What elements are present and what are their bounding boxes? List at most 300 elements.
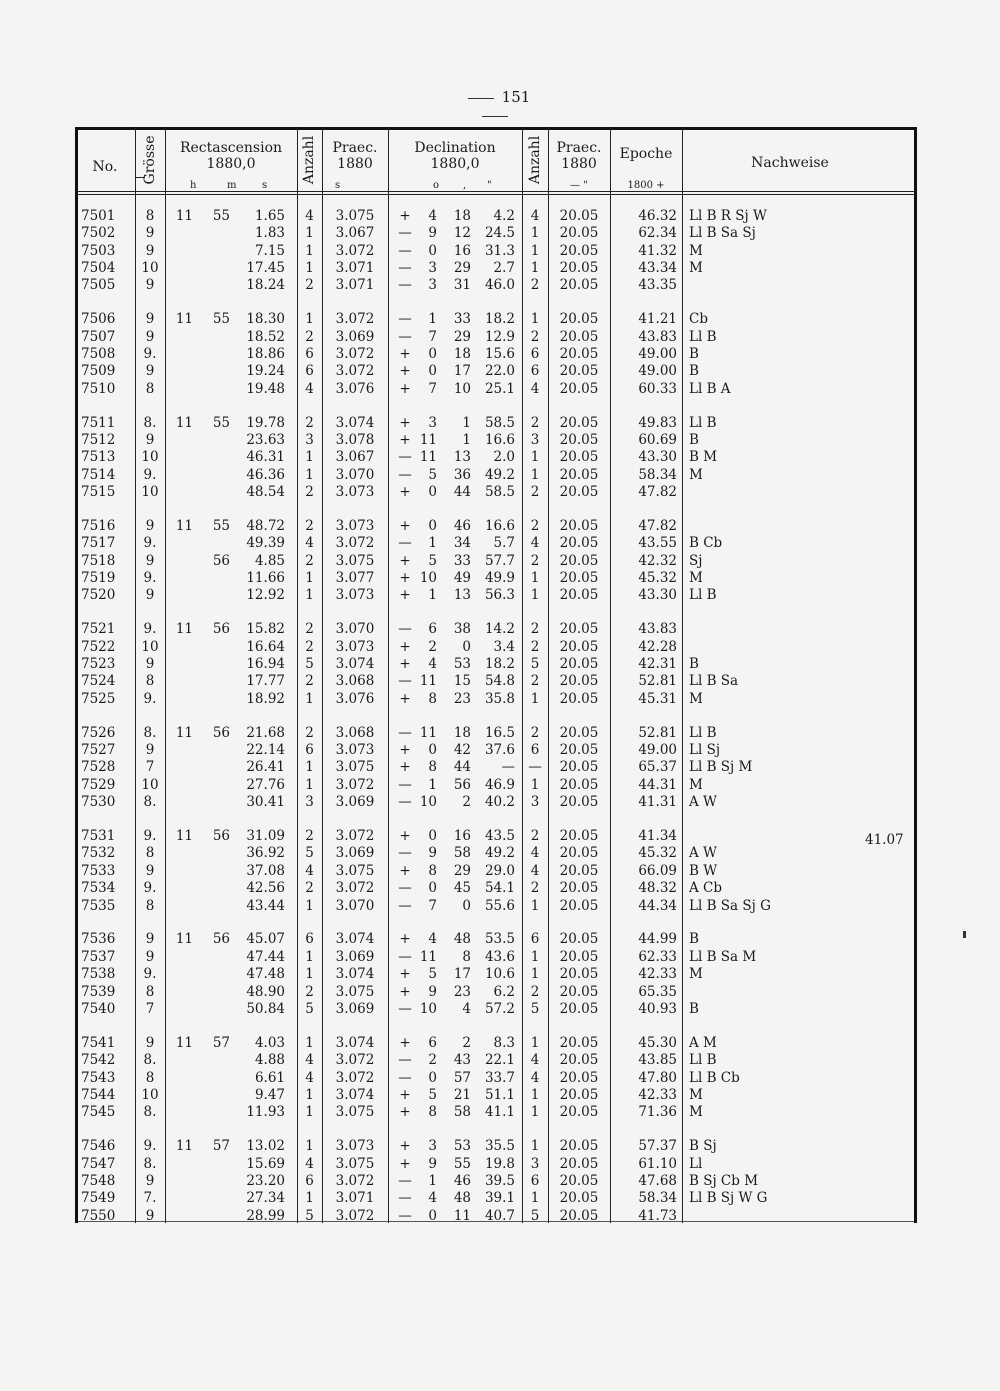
cell-groesse: 9 (145, 328, 155, 345)
cell-decl-deg: 8 (428, 690, 437, 707)
cell-ra-s: 23.63 (246, 432, 285, 449)
cell-decl-deg: 9 (428, 225, 437, 242)
cell-no: 7502 (81, 225, 116, 242)
cell-praec-2: 20.05 (559, 552, 599, 569)
cell-groesse: 8 (145, 1069, 155, 1086)
cell-decl-min: 29 (453, 862, 471, 879)
cell-epoche: 45.32 (638, 570, 677, 587)
cell-epoche: 45.31 (638, 690, 677, 707)
cell-decl-deg: 0 (428, 346, 437, 363)
cell-epoche: 41.32 (638, 242, 677, 259)
cell-decl-sec: 4.2 (493, 208, 515, 224)
cell-groesse: 10 (141, 260, 159, 277)
cell-anzahl-2: 2 (530, 638, 540, 655)
cell-decl-deg: 9 (428, 1155, 437, 1172)
cell-no: 7529 (81, 776, 116, 793)
cell-decl-sign: — (398, 277, 412, 294)
cell-ra-h: 11 (175, 208, 193, 224)
cell-decl-min: 8 (462, 948, 471, 965)
cell-epoche: 60.33 (638, 380, 677, 397)
cell-praec: 3.067 (335, 449, 375, 466)
cell-ra-h: 11 (175, 621, 193, 638)
cell-praec: 3.071 (335, 277, 375, 294)
cell-praec: 3.075 (335, 1155, 375, 1172)
cell-decl-sign: + (399, 518, 411, 535)
cell-groesse: 8. (143, 724, 157, 741)
cell-anzahl: 1 (305, 311, 314, 328)
cell-praec: 3.076 (335, 380, 375, 397)
cell-ra-s: 16.94 (246, 656, 285, 673)
cell-decl-deg: 0 (428, 1069, 437, 1086)
cell-anzahl-2: 2 (530, 880, 540, 897)
cell-anzahl: 1 (305, 948, 314, 965)
cell-praec: 3.069 (335, 1000, 375, 1017)
cell-nachweise: M (689, 690, 703, 707)
cell-decl-sec: 16.6 (484, 518, 515, 535)
cell-ra-h: 11 (175, 828, 193, 845)
cell-anzahl: 1 (305, 260, 314, 277)
cell-decl-deg: 9 (428, 845, 437, 862)
cell-praec-2: 20.05 (559, 242, 599, 259)
cell-praec-2: 20.05 (559, 587, 599, 604)
cell-decl-sign: + (399, 656, 411, 673)
cell-epoche: 57.37 (638, 1138, 677, 1155)
cell-decl-deg: 10 (419, 794, 437, 811)
cell-ra-s: 18.92 (246, 690, 285, 707)
cell-epoche: 42.32 (638, 552, 677, 569)
cell-praec: 3.072 (335, 311, 375, 328)
cell-praec-2: 20.05 (559, 724, 599, 741)
cell-decl-sec: 41.1 (484, 1104, 515, 1121)
cell-anzahl: 2 (305, 638, 314, 655)
cell-groesse: 8 (145, 983, 155, 1000)
cell-nachweise: A M (689, 1034, 717, 1051)
cell-decl-min: 44 (453, 759, 471, 776)
cell-decl-deg: 5 (428, 1086, 437, 1103)
cell-praec: 3.074 (335, 1034, 375, 1051)
cell-ra-s: 9.47 (254, 1086, 285, 1103)
cell-decl-deg: 4 (428, 1190, 437, 1207)
cell-decl-sign: + (399, 931, 411, 948)
cell-anzahl: 1 (305, 1190, 314, 1207)
cell-decl-sign: — (398, 845, 412, 862)
cell-nachweise: Ll B Sa M (689, 948, 757, 965)
cell-no: 7536 (81, 931, 116, 948)
cell-no: 7516 (81, 518, 116, 535)
cell-anzahl-2: 2 (530, 724, 540, 741)
cell-decl-sec: 39.1 (484, 1190, 515, 1207)
cell-anzahl-2: 2 (530, 484, 540, 501)
cell-groesse: 8 (145, 380, 155, 397)
cell-praec-2: 20.05 (559, 673, 599, 690)
cell-decl-sign: — (398, 794, 412, 811)
cell-anzahl-2: 2 (530, 828, 540, 845)
cell-no: 7537 (81, 948, 116, 965)
margin-note: 41.07 (865, 832, 904, 848)
cell-praec: 3.069 (335, 948, 375, 965)
header-unit-s: s (262, 180, 268, 191)
header-declination: Declination (414, 140, 496, 156)
cell-no: 7510 (81, 380, 116, 397)
cell-praec: 3.073 (335, 587, 375, 604)
cell-praec: 3.072 (335, 1207, 375, 1224)
cell-anzahl-2: 4 (530, 862, 540, 879)
cell-decl-deg: 5 (428, 552, 437, 569)
cell-groesse: 9 (145, 587, 155, 604)
cell-no: 7545 (81, 1104, 116, 1121)
cell-nachweise: B Sj (689, 1138, 717, 1155)
cell-decl-deg: 8 (428, 1104, 437, 1121)
cell-ra-h: 11 (175, 1034, 193, 1051)
cell-decl-sign: + (399, 862, 411, 879)
cell-praec: 3.075 (335, 862, 375, 879)
cell-groesse: 8. (143, 1052, 157, 1069)
cell-no: 7544 (81, 1086, 116, 1103)
cell-no: 7530 (81, 794, 116, 811)
cell-praec: 3.071 (335, 260, 375, 277)
cell-praec: 3.072 (335, 363, 375, 380)
cell-praec-2: 20.05 (559, 1190, 599, 1207)
cell-nachweise: M (689, 1086, 703, 1103)
cell-groesse: 7 (145, 1000, 155, 1017)
cell-decl-sec: 49.2 (484, 845, 515, 862)
cell-praec: 3.074 (335, 931, 375, 948)
cell-praec-2: 20.05 (559, 1138, 599, 1155)
cell-decl-sign: — (398, 328, 412, 345)
cell-praec-2: 20.05 (559, 759, 599, 776)
cell-decl-deg: 0 (428, 828, 437, 845)
cell-groesse: 9. (143, 346, 157, 363)
cell-decl-min: 44 (453, 484, 471, 501)
cell-ra-s: 31.09 (246, 828, 285, 845)
cell-praec: 3.075 (335, 759, 375, 776)
cell-decl-deg: 7 (428, 328, 437, 345)
cell-groesse: 8 (145, 897, 155, 914)
cell-decl-min: 36 (453, 466, 471, 483)
cell-no: 7548 (81, 1172, 116, 1189)
cell-ra-s: 4.03 (254, 1034, 285, 1051)
cell-ra-s: 36.92 (246, 845, 285, 862)
cell-groesse: 9 (145, 225, 155, 242)
cell-epoche: 71.36 (638, 1104, 677, 1121)
header-anzahl-2: Anzahl (527, 135, 543, 185)
cell-anzahl: 6 (305, 742, 314, 759)
cell-decl-sign: + (399, 690, 411, 707)
cell-groesse: 7 (145, 759, 155, 776)
cell-decl-deg: 4 (428, 656, 437, 673)
cell-nachweise: Ll B A (689, 380, 731, 397)
cell-praec: 3.069 (335, 328, 375, 345)
cell-decl-min: 46 (453, 518, 471, 535)
cell-decl-sec: 54.8 (484, 673, 515, 690)
cell-decl-sign: + (399, 208, 411, 224)
cell-nachweise: M (689, 260, 703, 277)
cell-anzahl: 2 (305, 673, 314, 690)
cell-nachweise: M (689, 776, 703, 793)
cell-groesse: 9 (145, 931, 155, 948)
cell-decl-sign: — (398, 1052, 412, 1069)
cell-epoche: 43.55 (638, 535, 677, 552)
cell-nachweise: Ll B Sa Sj G (689, 897, 771, 914)
cell-anzahl-2: 4 (530, 1052, 540, 1069)
cell-no: 7515 (81, 484, 116, 501)
cell-anzahl: 1 (305, 1104, 314, 1121)
star-catalogue-table (75, 127, 917, 1223)
cell-anzahl: 1 (305, 690, 314, 707)
cell-decl-sec: 2.0 (493, 449, 515, 466)
cell-no: 7512 (81, 432, 116, 449)
cell-decl-min: 53 (453, 1138, 471, 1155)
cell-epoche: 44.99 (638, 931, 677, 948)
cell-decl-deg: 4 (428, 931, 437, 948)
cell-decl-sec: 37.6 (484, 742, 515, 759)
cell-nachweise: Ll Sj (689, 742, 721, 759)
cell-groesse: 8. (143, 794, 157, 811)
header-unit-deg: o (433, 180, 440, 191)
cell-groesse: 8 (145, 845, 155, 862)
cell-nachweise: B (689, 1000, 699, 1017)
cell-praec-2: 20.05 (559, 1172, 599, 1189)
cell-praec: 3.077 (335, 570, 375, 587)
cell-praec: 3.072 (335, 828, 375, 845)
cell-anzahl-2: 6 (530, 931, 540, 948)
cell-anzahl: 2 (305, 983, 314, 1000)
cell-epoche: 65.37 (638, 759, 677, 776)
cell-decl-sec: 58.5 (484, 414, 515, 431)
cell-decl-sign: + (399, 983, 411, 1000)
cell-decl-min: 31 (453, 277, 471, 294)
cell-decl-deg: 11 (419, 432, 437, 449)
cell-decl-sec: 53.5 (484, 931, 515, 948)
cell-praec-2: 20.05 (559, 862, 599, 879)
cell-anzahl-2: 5 (530, 1000, 540, 1017)
cell-ra-m: 56 (212, 552, 230, 569)
cell-ra-s: 46.31 (246, 449, 285, 466)
cell-decl-sign: + (399, 484, 411, 501)
cell-decl-sign: — (398, 776, 412, 793)
cell-anzahl-2: 4 (530, 845, 540, 862)
cell-ra-s: 30.41 (246, 794, 285, 811)
cell-ra-s: 4.85 (254, 552, 285, 569)
cell-praec: 3.078 (335, 432, 375, 449)
cell-groesse: 9 (145, 363, 155, 380)
cell-epoche: 44.31 (638, 776, 677, 793)
cell-nachweise: B W (689, 862, 718, 879)
cell-anzahl-2: 2 (530, 983, 540, 1000)
cell-decl-min: 46 (453, 1172, 471, 1189)
cell-anzahl-2: 4 (530, 208, 540, 224)
cell-no: 7535 (81, 897, 116, 914)
cell-decl-sec: 22.1 (484, 1052, 515, 1069)
cell-ra-s: 37.08 (246, 862, 285, 879)
cell-praec: 3.075 (335, 983, 375, 1000)
header-groesse: Grösse (142, 135, 158, 185)
cell-decl-deg: 6 (428, 621, 437, 638)
cell-nachweise: Ll B Sa Sj (689, 225, 756, 242)
cell-anzahl-2: 4 (530, 1069, 540, 1086)
cell-anzahl: 5 (305, 1207, 314, 1224)
cell-decl-min: 23 (453, 690, 471, 707)
cell-praec-2: 20.05 (559, 414, 599, 431)
cell-ra-s: 18.86 (246, 346, 285, 363)
cell-ra-m: 55 (212, 311, 230, 328)
cell-groesse: 9. (143, 1138, 157, 1155)
cell-anzahl-2: 3 (530, 1155, 540, 1172)
cell-no: 7547 (81, 1155, 116, 1172)
cell-ra-m: 56 (212, 828, 230, 845)
cell-praec-2: 20.05 (559, 535, 599, 552)
cell-decl-sec: — (501, 759, 515, 776)
cell-praec: 3.072 (335, 1069, 375, 1086)
cell-ra-s: 48.54 (246, 484, 285, 501)
cell-praec: 3.074 (335, 656, 375, 673)
cell-anzahl: 6 (305, 1172, 314, 1189)
cell-groesse: 9. (143, 880, 157, 897)
cell-decl-min: 33 (453, 552, 471, 569)
cell-decl-sec: 5.7 (493, 535, 515, 552)
cell-ra-s: 18.52 (246, 328, 285, 345)
cell-decl-sign: — (398, 466, 412, 483)
header-anzahl: Anzahl (301, 135, 317, 185)
cell-ra-s: 27.34 (246, 1190, 285, 1207)
cell-anzahl-2: 1 (530, 966, 540, 983)
cell-decl-sec: 6.2 (493, 983, 515, 1000)
cell-no: 7523 (81, 656, 116, 673)
cell-ra-m: 56 (212, 931, 230, 948)
cell-ra-h: 11 (175, 414, 193, 431)
cell-praec: 3.072 (335, 776, 375, 793)
cell-praec: 3.070 (335, 621, 375, 638)
page-number: 151 (440, 88, 550, 124)
cell-anzahl-2: 1 (530, 242, 540, 259)
cell-praec-2: 20.05 (559, 638, 599, 655)
cell-ra-s: 47.48 (246, 966, 285, 983)
cell-decl-sign: + (399, 742, 411, 759)
cell-anzahl: 2 (305, 484, 314, 501)
cell-decl-min: 58 (453, 845, 471, 862)
cell-anzahl: 1 (305, 966, 314, 983)
cell-decl-deg: 8 (428, 759, 437, 776)
cell-decl-sign: — (398, 225, 412, 242)
cell-epoche: 49.00 (638, 363, 677, 380)
header-praec-unit: s (335, 180, 341, 191)
cell-decl-sec: 18.2 (484, 656, 515, 673)
cell-decl-sign: + (399, 587, 411, 604)
cell-decl-deg: 6 (428, 1034, 437, 1051)
cell-decl-deg: 3 (428, 277, 437, 294)
cell-praec: 3.076 (335, 690, 375, 707)
cell-ra-h: 11 (175, 724, 193, 741)
cell-praec: 3.072 (335, 346, 375, 363)
cell-decl-sec: 25.1 (484, 380, 515, 397)
cell-praec-2: 20.05 (559, 570, 599, 587)
cell-decl-deg: 1 (428, 535, 437, 552)
cell-anzahl-2: 2 (530, 518, 540, 535)
cell-praec: 3.075 (335, 552, 375, 569)
cell-nachweise: A W (689, 845, 717, 862)
cell-ra-s: 15.69 (246, 1155, 285, 1172)
cell-epoche: 43.34 (638, 260, 677, 277)
cell-decl-min: 10 (453, 380, 471, 397)
cell-ra-s: 15.82 (246, 621, 285, 638)
cell-ra-s: 45.07 (246, 931, 285, 948)
cell-anzahl-2: 5 (530, 1207, 540, 1224)
cell-no: 7538 (81, 966, 116, 983)
cell-no: 7519 (81, 570, 116, 587)
cell-decl-sec: 43.5 (484, 828, 515, 845)
cell-anzahl: 5 (305, 656, 314, 673)
cell-nachweise: Ll (689, 1155, 703, 1172)
cell-decl-deg: 4 (428, 208, 437, 224)
cell-decl-sec: 16.5 (484, 724, 515, 741)
cell-decl-sec: 46.9 (484, 776, 515, 793)
cell-decl-sign: — (398, 621, 412, 638)
cell-decl-sec: 55.6 (484, 897, 515, 914)
cell-no: 7505 (81, 277, 116, 294)
cell-epoche: 43.30 (638, 587, 677, 604)
cell-decl-sign: + (399, 1034, 411, 1051)
cell-groesse: 9 (145, 277, 155, 294)
cell-praec-2: 20.05 (559, 363, 599, 380)
cell-nachweise: Cb (689, 311, 708, 328)
cell-anzahl: 2 (305, 277, 314, 294)
cell-praec-2: 20.05 (559, 690, 599, 707)
cell-anzahl: 2 (305, 880, 314, 897)
cell-decl-min: 0 (462, 638, 471, 655)
cell-epoche: 49.83 (638, 414, 677, 431)
cell-no: 7532 (81, 845, 116, 862)
cell-anzahl-2: 6 (530, 742, 540, 759)
cell-ra-s: 22.14 (246, 742, 285, 759)
cell-decl-min: 17 (453, 363, 471, 380)
cell-nachweise: B M (689, 449, 718, 466)
cell-decl-sec: 49.9 (484, 570, 515, 587)
cell-decl-min: 53 (453, 656, 471, 673)
cell-praec: 3.070 (335, 897, 375, 914)
cell-decl-sign: + (399, 828, 411, 845)
cell-decl-min: 38 (453, 621, 471, 638)
cell-anzahl-2: 1 (530, 690, 540, 707)
cell-praec-2: 20.05 (559, 794, 599, 811)
cell-decl-deg: 3 (428, 1138, 437, 1155)
cell-anzahl-2: 1 (530, 948, 540, 965)
cell-decl-sec: 14.2 (484, 621, 515, 638)
cell-decl-min: 1 (462, 414, 471, 431)
cell-praec-2: 20.05 (559, 845, 599, 862)
cell-praec-2: 20.05 (559, 277, 599, 294)
cell-epoche: 41.31 (638, 794, 677, 811)
cell-praec-2: 20.05 (559, 466, 599, 483)
cell-anzahl: 1 (305, 1138, 314, 1155)
cell-decl-deg: 1 (428, 776, 437, 793)
cell-praec-2: 20.05 (559, 966, 599, 983)
cell-anzahl-2: 6 (530, 363, 540, 380)
cell-decl-deg: 9 (428, 983, 437, 1000)
cell-nachweise: Ll B R Sj W (689, 208, 767, 224)
cell-anzahl: 6 (305, 363, 314, 380)
cell-praec: 3.072 (335, 1052, 375, 1069)
cell-anzahl: 4 (305, 380, 314, 397)
cell-anzahl-2: 2 (530, 552, 540, 569)
cell-groesse: 10 (141, 449, 159, 466)
cell-decl-sec: 57.7 (484, 552, 515, 569)
cell-decl-deg: 3 (428, 260, 437, 277)
cell-no: 7527 (81, 742, 116, 759)
cell-decl-sign: — (398, 260, 412, 277)
cell-decl-sign: + (399, 1155, 411, 1172)
cell-anzahl-2: 2 (530, 673, 540, 690)
cell-ra-s: 27.76 (246, 776, 285, 793)
